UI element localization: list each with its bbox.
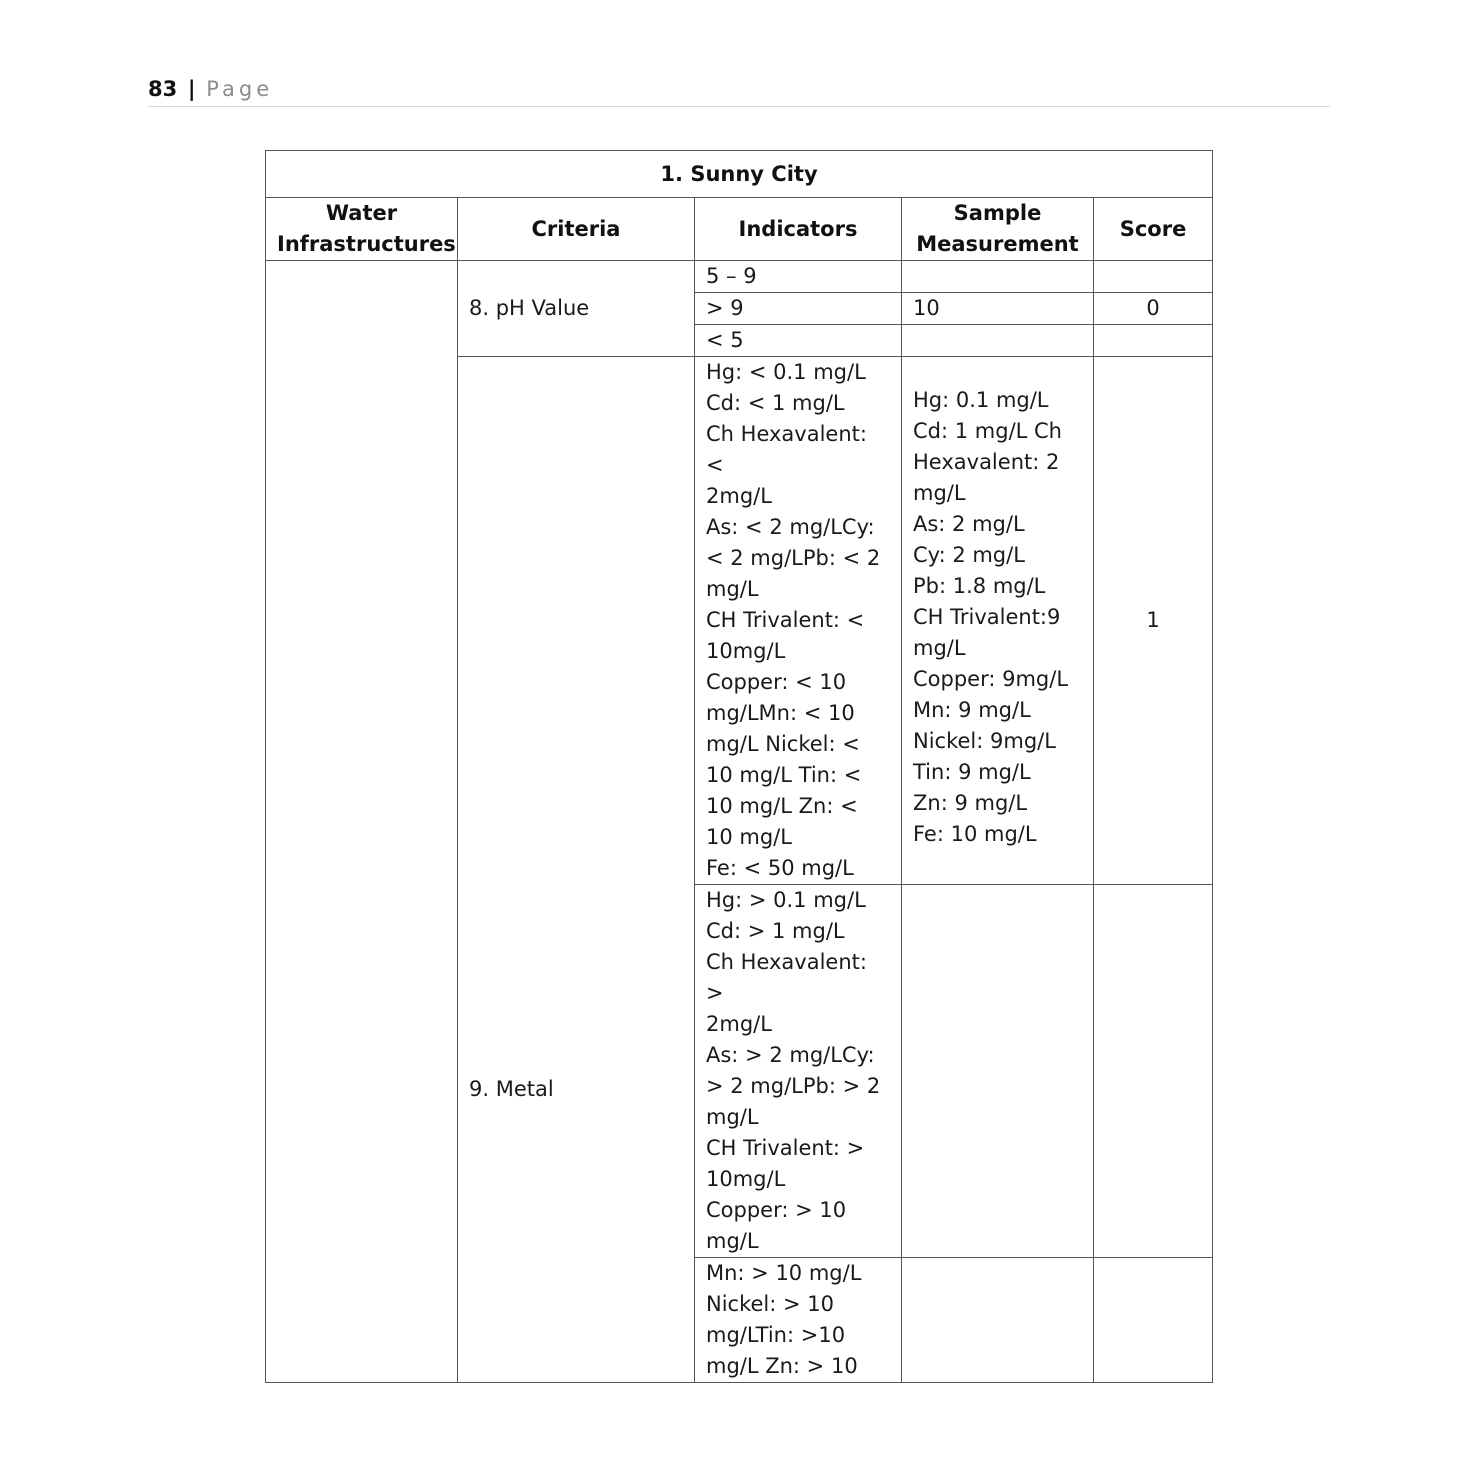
score-cell: [1094, 1258, 1213, 1383]
indicator-cell: Mn: > 10 mg/L Nickel: > 10 mg/LTin: >10 mg/L Zn: > 10: [695, 1258, 902, 1383]
assessment-table: [265, 150, 1213, 1383]
col-header-score: Score: [1094, 198, 1213, 261]
col-header-indicators: Indicators: [695, 198, 902, 261]
col-header-measurement: Sample Measurement: [902, 198, 1094, 261]
measurement-cell: [902, 1258, 1094, 1383]
indicator-cell: < 5: [695, 325, 902, 357]
page-number: 83: [148, 77, 178, 101]
col-header-infrastructures: Water Infrastructures: [266, 198, 458, 261]
page-word: Page: [206, 77, 274, 101]
score-cell: 0: [1094, 293, 1213, 325]
indicator-cell: 5 – 9: [695, 261, 902, 293]
criteria-metal: 9. Metal: [458, 357, 695, 1383]
score-cell: 1: [1094, 357, 1213, 885]
score-cell: [1094, 325, 1213, 357]
measurement-cell: 10: [902, 293, 1094, 325]
score-cell: [1094, 885, 1213, 1258]
page-separator: |: [187, 77, 196, 101]
measurement-cell: [902, 885, 1094, 1258]
col-header-criteria: Criteria: [458, 198, 695, 261]
table-row: [266, 261, 1213, 293]
page-header: [148, 74, 1330, 107]
table-title: 1. Sunny City: [266, 151, 1213, 198]
indicator-cell: Hg: < 0.1 mg/L Cd: < 1 mg/L Ch Hexavalent: < 2mg/L As: < 2 mg/LCy: < 2 mg/LPb: < 2 mg/L CH Trivalent: < 10mg/L Copper: < 10 mg/LMn: < 10 mg/L Nickel: < 10 mg/L Tin: < 10 mg/L Zn: < 10 mg/L Fe: < 50 mg/L: [695, 357, 902, 885]
measurement-cell: [902, 325, 1094, 357]
infrastructure-cell: [266, 261, 458, 1383]
indicator-cell: > 9: [695, 293, 902, 325]
score-cell: [1094, 261, 1213, 293]
header-row: [266, 198, 1213, 261]
indicator-cell: Hg: > 0.1 mg/L Cd: > 1 mg/L Ch Hexavalent: > 2mg/L As: > 2 mg/LCy: > 2 mg/LPb: > 2 mg/L CH Trivalent: > 10mg/L Copper: > 10 mg/L: [695, 885, 902, 1258]
measurement-cell: [902, 261, 1094, 293]
measurement-cell: Hg: 0.1 mg/L Cd: 1 mg/L Ch Hexavalent: 2 mg/L As: 2 mg/L Cy: 2 mg/L Pb: 1.8 mg/L CH Trivalent:9 mg/L Copper: 9mg/L Mn: 9 mg/L Nickel: 9mg/L Tin: 9 mg/L Zn: 9 mg/L Fe: 10 mg/L: [902, 357, 1094, 885]
criteria-ph: 8. pH Value: [458, 261, 695, 357]
